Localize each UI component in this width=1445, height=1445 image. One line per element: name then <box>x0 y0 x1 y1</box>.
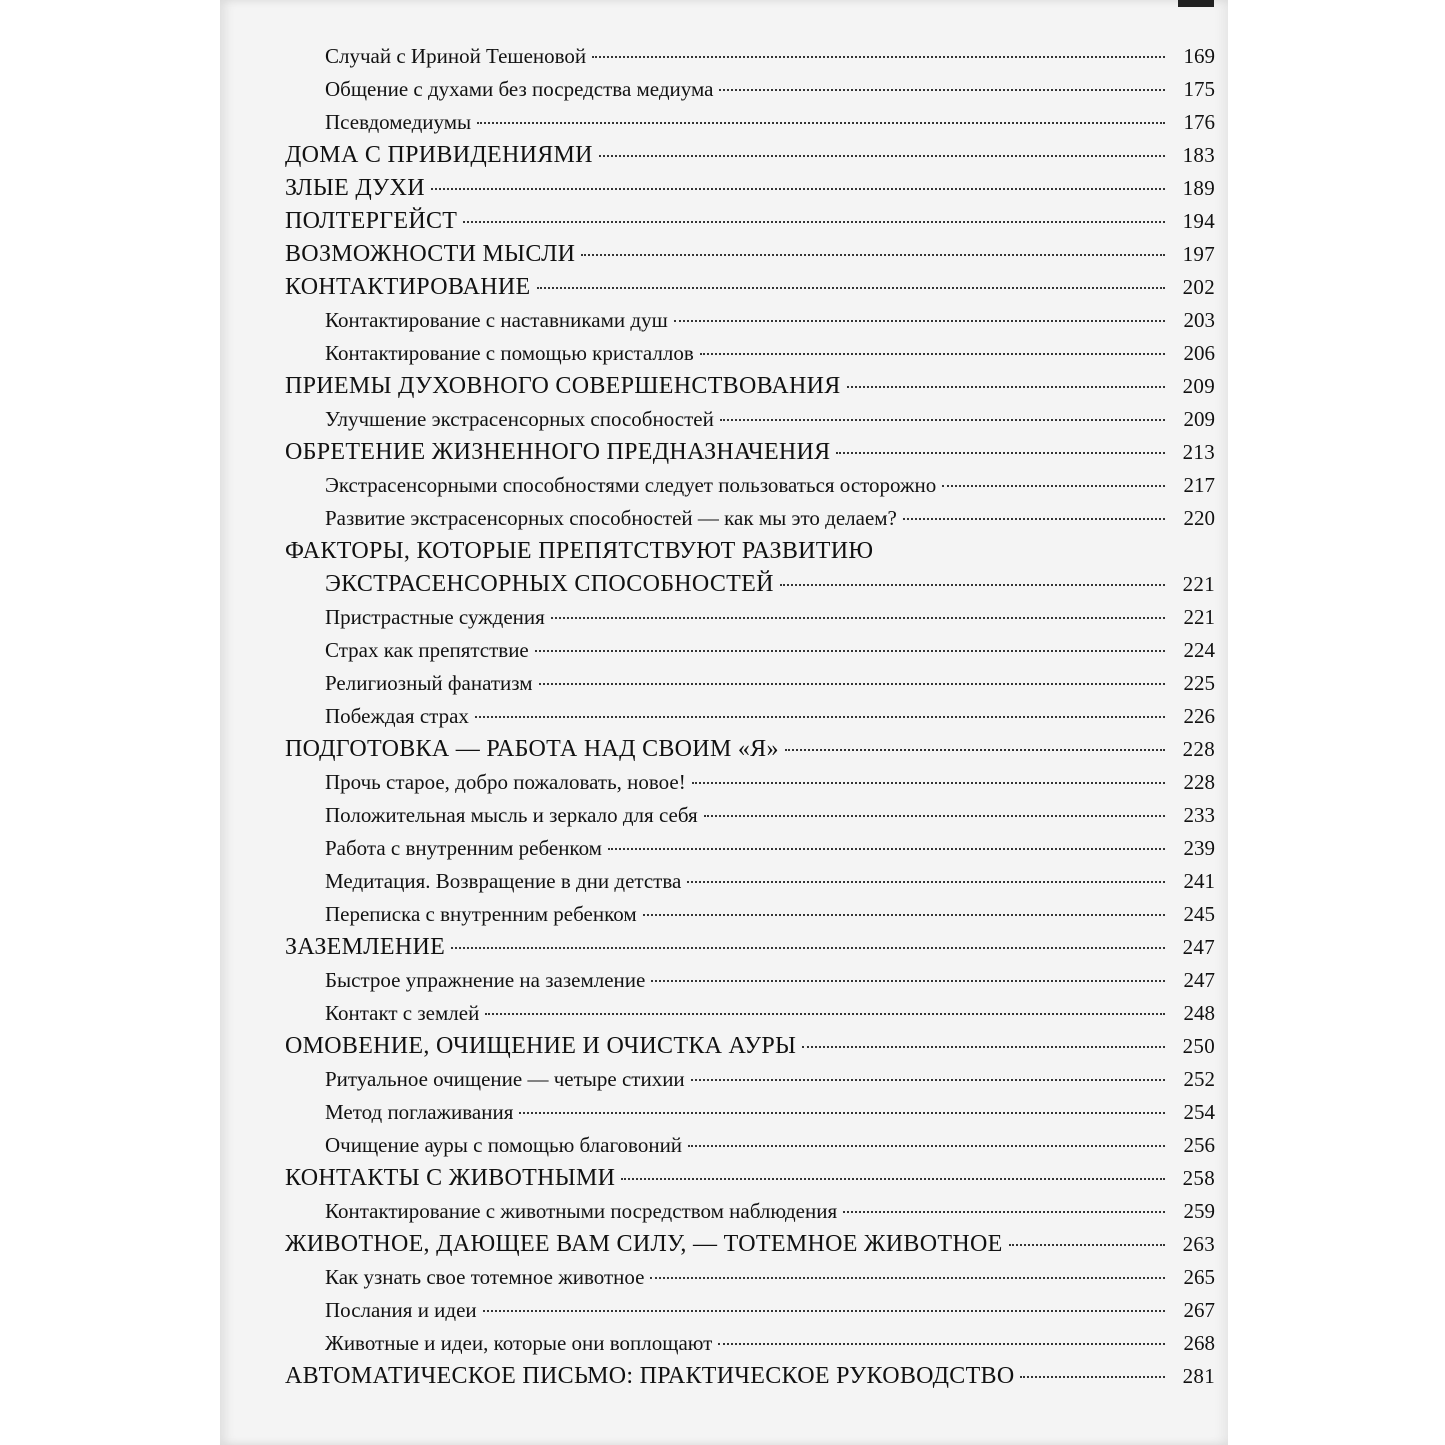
toc-chapter-entry <box>285 535 1215 568</box>
toc-section-entry <box>285 799 1215 832</box>
toc-entry-title: Случай с Ириной Тешеновой <box>325 44 587 68</box>
toc-entry-title: Очищение ауры с помощью благовоний <box>325 1133 683 1157</box>
dot-leader <box>704 815 1165 817</box>
toc-page-number: 239 <box>1183 836 1215 860</box>
dot-leader <box>451 947 1165 949</box>
toc-section-entry <box>285 667 1215 700</box>
toc-entry-title: Общение с духами без посредства медиума <box>325 77 714 101</box>
dot-leader <box>847 386 1165 388</box>
toc-section-entry <box>285 1294 1215 1327</box>
toc-chapter-entry <box>285 139 1215 172</box>
dot-leader <box>687 881 1165 883</box>
dot-leader <box>475 716 1165 718</box>
toc-entry-title: Побеждая страх <box>325 704 469 728</box>
dot-leader <box>691 1079 1165 1081</box>
toc-entry-title: АВТОМАТИЧЕСКОЕ ПИСЬМО: ПРАКТИЧЕСКОЕ РУКОВОДСТВО <box>285 1363 1015 1389</box>
toc-page-number: 202 <box>1182 275 1215 299</box>
dot-leader <box>581 254 1165 256</box>
toc-entry-title: Переписка с внутренним ребенком <box>325 902 637 926</box>
dot-leader <box>802 1046 1165 1048</box>
toc-entry-title: ПРИЕМЫ ДУХОВНОГО СОВЕРШЕНСТВОВАНИЯ <box>285 373 841 399</box>
toc-entry-title: ЖИВОТНОЕ, ДАЮЩЕЕ ВАМ СИЛУ, — ТОТЕМНОЕ ЖИВОТНОЕ <box>285 1231 1003 1257</box>
toc-entry-title: ПОДГОТОВКА — РАБОТА НАД СВОИМ «Я» <box>285 736 779 762</box>
toc-entry-title: Контакт с землей <box>325 1001 480 1025</box>
dot-leader <box>719 89 1165 91</box>
toc-page-number: 175 <box>1183 77 1215 101</box>
toc-chapter-entry <box>285 370 1215 403</box>
toc-entry-title: КОНТАКТЫ С ЖИВОТНЫМИ <box>285 1165 616 1191</box>
toc-entry-title: Страх как препятствие <box>325 638 529 662</box>
dot-leader <box>537 287 1166 289</box>
dot-leader <box>785 749 1165 751</box>
dot-leader <box>692 782 1165 784</box>
dot-leader <box>718 1343 1165 1345</box>
toc-chapter-entry <box>285 172 1215 205</box>
toc-section-entry <box>285 832 1215 865</box>
toc-page-number: 197 <box>1182 242 1215 266</box>
toc-page-number: 221 <box>1182 572 1215 596</box>
toc-page-number: 281 <box>1182 1364 1215 1388</box>
toc-page-number: 267 <box>1183 1298 1215 1322</box>
toc-page-number: 209 <box>1183 407 1215 431</box>
toc-section-entry <box>285 898 1215 931</box>
toc-page-number: 245 <box>1183 902 1215 926</box>
dot-leader <box>780 584 1165 586</box>
dot-leader <box>674 320 1165 322</box>
toc-page-number: 247 <box>1183 968 1215 992</box>
dot-leader <box>650 1277 1165 1279</box>
toc-entry-title: Пристрастные суждения <box>325 605 545 629</box>
toc-page-number: 252 <box>1183 1067 1215 1091</box>
toc-entry-title: Послания и идеи <box>325 1298 477 1322</box>
toc-entry-title: Контактирование с помощью кристаллов <box>325 341 694 365</box>
toc-page-number: 206 <box>1183 341 1215 365</box>
toc-entry-title: Метод поглаживания <box>325 1100 514 1124</box>
toc-page-number: 248 <box>1183 1001 1215 1025</box>
toc-entry-title: ОБРЕТЕНИЕ ЖИЗНЕННОГО ПРЕДНАЗНАЧЕНИЯ <box>285 439 831 465</box>
toc-page-number: 241 <box>1183 869 1215 893</box>
dot-leader <box>539 683 1165 685</box>
dot-leader <box>720 419 1165 421</box>
dot-leader <box>1009 1244 1165 1246</box>
toc-page-number: 247 <box>1182 935 1215 959</box>
toc-chapter-entry <box>285 733 1215 766</box>
toc-entry-title: Псевдомедиумы <box>325 110 472 134</box>
dot-leader <box>651 980 1165 982</box>
toc-page-number: 189 <box>1182 176 1215 200</box>
toc-page-number: 258 <box>1182 1166 1215 1190</box>
toc-page-number: 220 <box>1183 506 1215 530</box>
toc-page-number: 233 <box>1183 803 1215 827</box>
toc-entry-title: Животные и идеи, которые они воплощают <box>325 1331 713 1355</box>
toc-entry-title: ВОЗМОЖНОСТИ МЫСЛИ <box>285 241 576 267</box>
toc-page-number: 217 <box>1183 473 1215 497</box>
toc-section-entry <box>285 634 1215 667</box>
dot-leader <box>942 485 1165 487</box>
toc-section-entry <box>285 106 1215 139</box>
toc-chapter-entry <box>285 1030 1215 1063</box>
toc-chapter-entry <box>285 568 1215 601</box>
toc-entry-title: Контактирование с наставниками душ <box>325 308 668 332</box>
toc-entry-title: ОМОВЕНИЕ, ОЧИЩЕНИЕ И ОЧИСТКА АУРЫ <box>285 1033 797 1059</box>
dot-leader <box>535 650 1165 652</box>
toc-entry-title: Улучшение экстрасенсорных способностей <box>325 407 714 431</box>
dot-leader <box>431 188 1165 190</box>
dot-leader <box>463 221 1165 223</box>
toc-page-number: 268 <box>1183 1331 1215 1355</box>
toc-page-number: 225 <box>1183 671 1215 695</box>
toc-page-number: 213 <box>1182 440 1215 464</box>
toc-page-number: 256 <box>1183 1133 1215 1157</box>
dot-leader <box>1020 1376 1165 1378</box>
toc-entry-title: ЗАЗЕМЛЕНИЕ <box>285 934 446 960</box>
toc-section-entry <box>285 337 1215 370</box>
dot-leader <box>608 848 1165 850</box>
toc-page-number: 254 <box>1183 1100 1215 1124</box>
toc-entry-title: ДОМА С ПРИВИДЕНИЯМИ <box>285 142 593 168</box>
toc-page-number: 183 <box>1182 143 1215 167</box>
dot-leader <box>843 1211 1165 1213</box>
page-edge-shadow <box>1178 0 1214 7</box>
toc-page-number: 194 <box>1182 209 1215 233</box>
dot-leader <box>519 1112 1165 1114</box>
toc-section-entry <box>285 997 1215 1030</box>
dot-leader <box>621 1178 1165 1180</box>
dot-leader <box>836 452 1165 454</box>
dot-leader <box>551 617 1165 619</box>
toc-section-entry <box>285 403 1215 436</box>
toc-entry-title: ПОЛТЕРГЕЙСТ <box>285 208 458 234</box>
toc-section-entry <box>285 1261 1215 1294</box>
toc-page-number: 209 <box>1182 374 1215 398</box>
toc-section-entry <box>285 1129 1215 1162</box>
toc-chapter-entry <box>285 238 1215 271</box>
toc-page-number: 176 <box>1183 110 1215 134</box>
toc-entry-title: Контактирование с животными посредством наблюдения <box>325 1199 838 1223</box>
toc-section-entry <box>285 502 1215 535</box>
toc-chapter-entry <box>285 1360 1215 1393</box>
toc-section-entry <box>285 73 1215 106</box>
toc-section-entry <box>285 304 1215 337</box>
toc-entry-title: Экстрасенсорными способностями следует пользоваться осторожно <box>325 473 937 497</box>
dot-leader <box>477 122 1165 124</box>
toc-page-number: 250 <box>1182 1034 1215 1058</box>
toc-entry-title: Ритуальное очищение — четыре стихии <box>325 1067 685 1091</box>
toc-entry-title: Религиозный фанатизм <box>325 671 533 695</box>
toc-page-number: 203 <box>1183 308 1215 332</box>
toc-page-number: 263 <box>1182 1232 1215 1256</box>
dot-leader <box>483 1310 1165 1312</box>
toc-entry-title: Положительная мысль и зеркало для себя <box>325 803 698 827</box>
toc-entry-title: Работа с внутренним ребенком <box>325 836 602 860</box>
dot-leader <box>643 914 1165 916</box>
toc-page-number: 228 <box>1183 770 1215 794</box>
toc-section-entry <box>285 40 1215 73</box>
toc-chapter-entry <box>285 205 1215 238</box>
toc-page-number: 228 <box>1182 737 1215 761</box>
toc-section-entry <box>285 1063 1215 1096</box>
toc-entry-title: ЗЛЫЕ ДУХИ <box>285 175 425 201</box>
toc-page-number: 169 <box>1183 44 1215 68</box>
toc-chapter-entry <box>285 436 1215 469</box>
toc-section-entry <box>285 700 1215 733</box>
toc-entry-title: Медитация. Возвращение в дни детства <box>325 869 682 893</box>
toc-section-entry <box>285 865 1215 898</box>
toc-page-number: 221 <box>1183 605 1215 629</box>
toc-page-number: 226 <box>1183 704 1215 728</box>
dot-leader <box>903 518 1165 520</box>
toc-section-entry <box>285 601 1215 634</box>
toc-section-entry <box>285 964 1215 997</box>
toc-chapter-entry <box>285 1228 1215 1261</box>
toc-section-entry <box>285 469 1215 502</box>
toc-section-entry <box>285 1327 1215 1360</box>
toc-section-entry <box>285 1195 1215 1228</box>
toc-entry-title: Развитие экстрасенсорных способностей — как мы это делаем? <box>325 506 897 530</box>
dot-leader <box>592 56 1165 58</box>
toc-page-number: 265 <box>1183 1265 1215 1289</box>
toc-entry-title: КОНТАКТИРОВАНИЕ <box>285 274 531 300</box>
toc-page-number: 224 <box>1183 638 1215 662</box>
table-of-contents <box>285 40 1215 1393</box>
toc-chapter-entry <box>285 1162 1215 1195</box>
toc-chapter-entry <box>285 931 1215 964</box>
toc-entry-title: Прочь старое, добро пожаловать, новое! <box>325 770 686 794</box>
dot-leader <box>688 1145 1165 1147</box>
toc-entry-title: ФАКТОРЫ, КОТОРЫЕ ПРЕПЯТСТВУЮТ РАЗВИТИЮ <box>285 538 874 564</box>
toc-entry-title: Как узнать свое тотемное животное <box>325 1265 645 1289</box>
toc-chapter-entry <box>285 271 1215 304</box>
toc-section-entry <box>285 766 1215 799</box>
toc-entry-title: ЭКСТРАСЕНСОРНЫХ СПОСОБНОСТЕЙ <box>325 571 774 597</box>
dot-leader <box>485 1013 1165 1015</box>
toc-page-number: 259 <box>1183 1199 1215 1223</box>
toc-section-entry <box>285 1096 1215 1129</box>
toc-entry-title: Быстрое упражнение на заземление <box>325 968 646 992</box>
dot-leader <box>700 353 1165 355</box>
dot-leader <box>599 155 1165 157</box>
